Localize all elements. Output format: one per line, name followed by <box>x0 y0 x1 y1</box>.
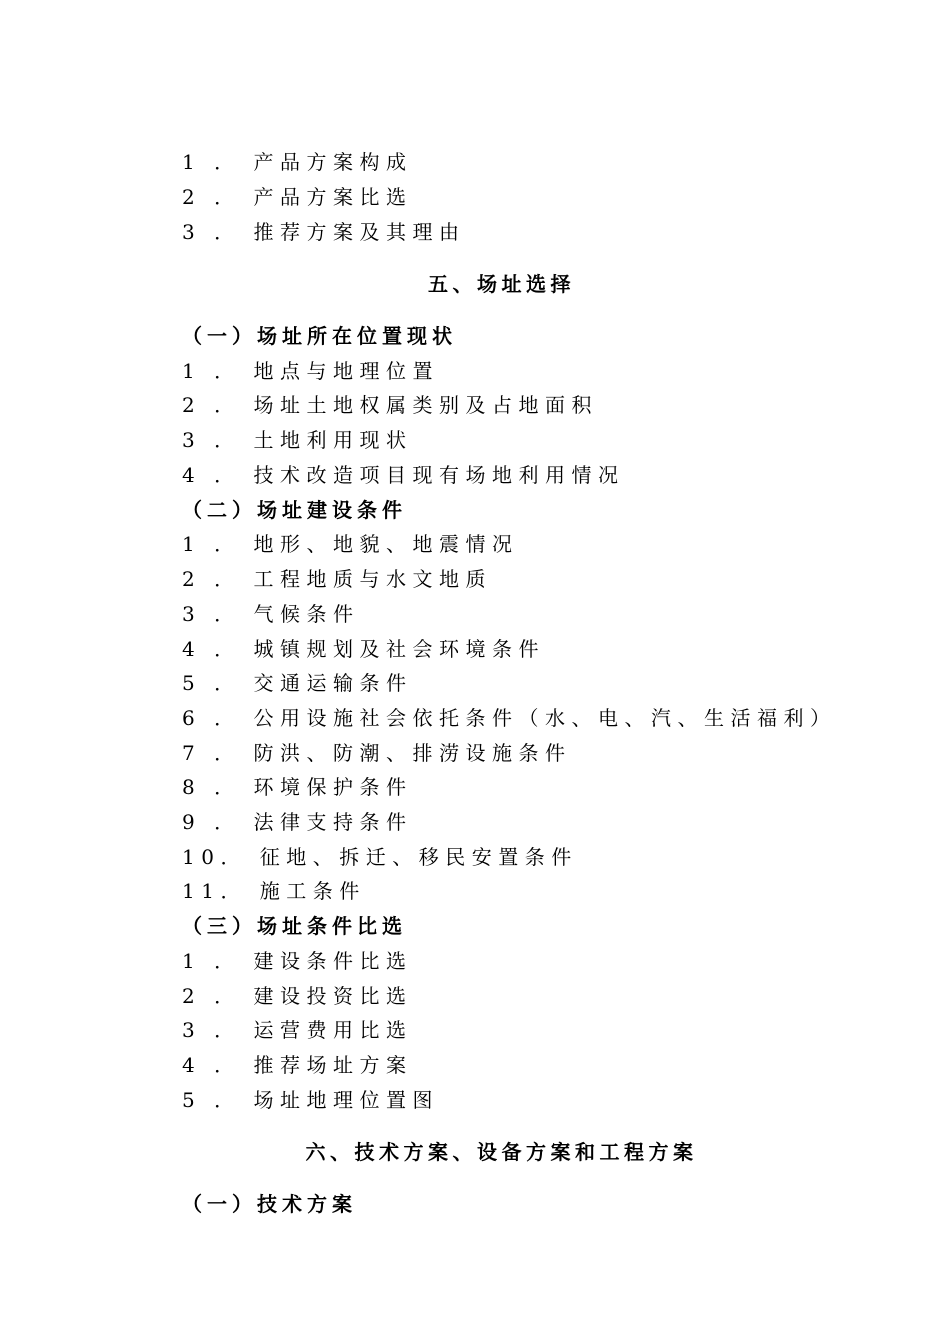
list-item: 10． 征地、拆迁、移民安置条件 <box>182 845 578 869</box>
list-item: 4 ． 推荐场址方案 <box>182 1053 413 1077</box>
list-item: 6 ． 公用设施社会依托条件（水、电、汽、生活福利） <box>182 706 837 730</box>
list-item: 11． 施工条件 <box>182 879 366 903</box>
list-item: 2 ． 工程地质与水文地质 <box>182 567 492 591</box>
list-item: 1 ． 产品方案构成 <box>182 150 413 174</box>
section-heading: （一）技术方案 <box>182 1192 357 1216</box>
list-item: 1 ． 建设条件比选 <box>182 949 413 973</box>
list-item: 5 ． 交通运输条件 <box>182 671 413 695</box>
list-item: 7 ． 防洪、防潮、排涝设施条件 <box>182 741 572 765</box>
section-heading: （二）场址建设条件 <box>182 498 407 522</box>
list-item: 3 ． 土地利用现状 <box>182 428 413 452</box>
chapter-6-title: 六、技术方案、设备方案和工程方案 <box>305 1140 698 1164</box>
list-item: 2 ． 建设投资比选 <box>182 984 413 1008</box>
list-item: 2 ． 场址土地权属类别及占地面积 <box>182 393 598 417</box>
section-heading: （三）场址条件比选 <box>182 914 407 938</box>
chapter-5-title: 五、场址选择 <box>428 272 575 296</box>
list-item: 3 ． 运营费用比选 <box>182 1018 413 1042</box>
list-item: 5 ． 场址地理位置图 <box>182 1088 439 1112</box>
list-item: 3 ． 推荐方案及其理由 <box>182 220 466 244</box>
list-item: 3 ． 气候条件 <box>182 602 360 626</box>
list-item: 2 ． 产品方案比选 <box>182 185 413 209</box>
section-heading: （一）场址所在位置现状 <box>182 324 457 348</box>
list-item: 8 ． 环境保护条件 <box>182 775 413 799</box>
list-item: 4 ． 城镇规划及社会环境条件 <box>182 637 545 661</box>
list-item: 9 ． 法律支持条件 <box>182 810 413 834</box>
list-item: 1 ． 地点与地理位置 <box>182 359 439 383</box>
list-item: 1 ． 地形、地貌、地震情况 <box>182 532 519 556</box>
list-item: 4 ． 技术改造项目现有场地利用情况 <box>182 463 625 487</box>
